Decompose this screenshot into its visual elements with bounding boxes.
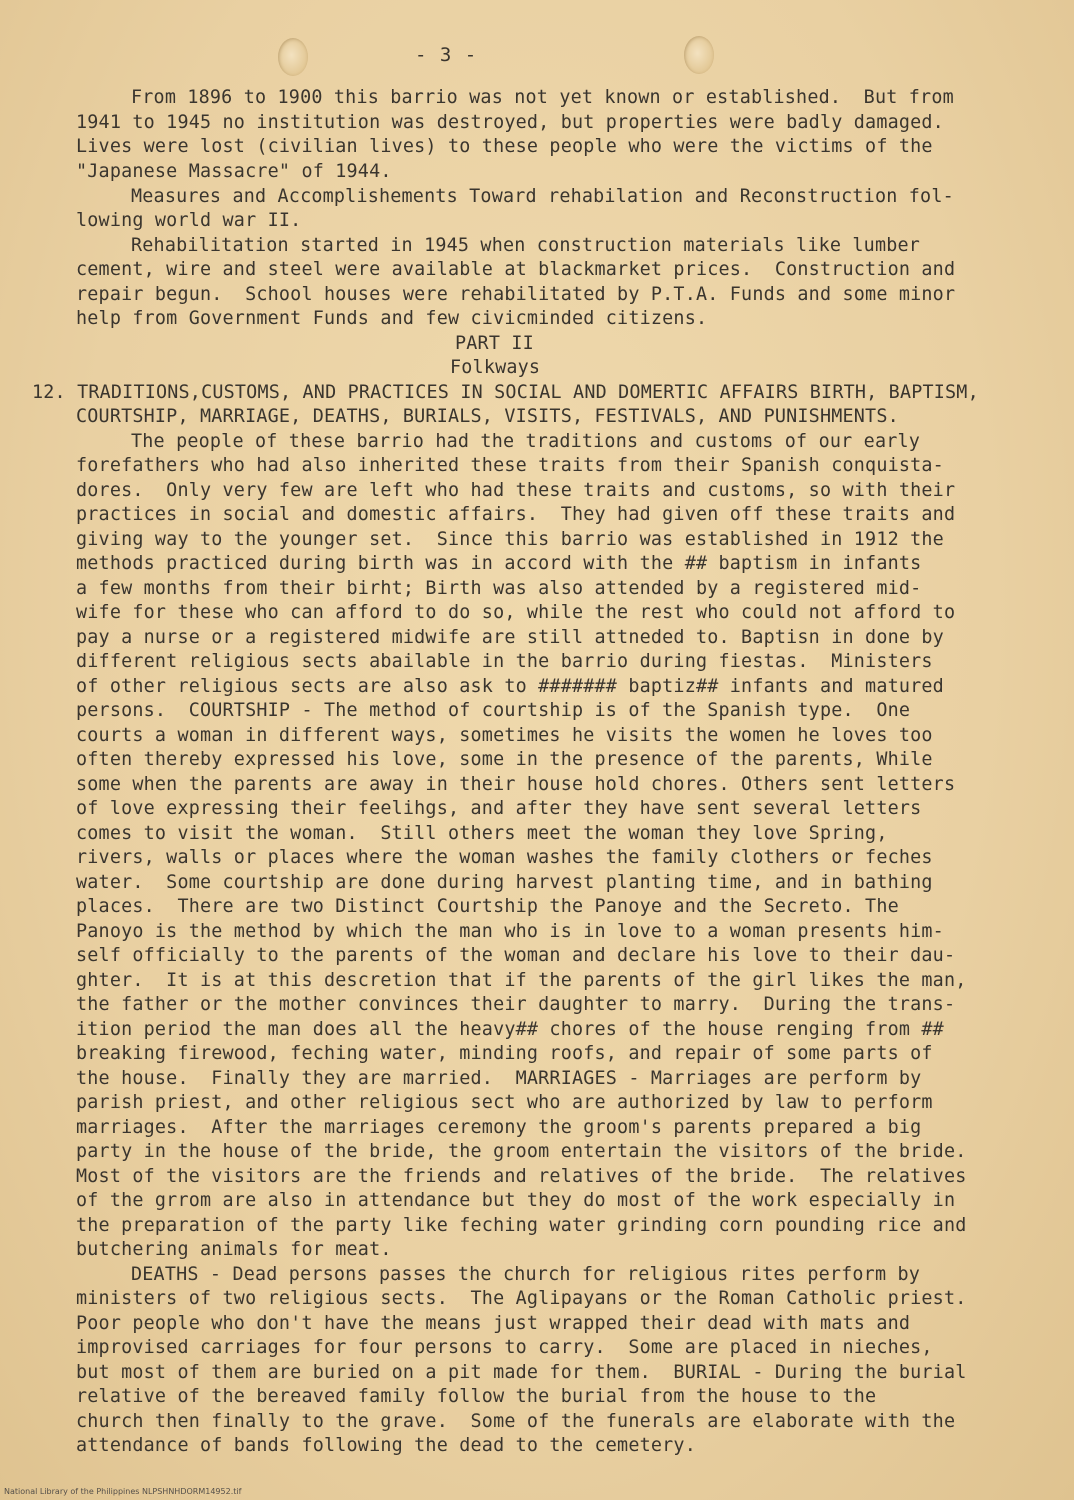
text-line: relative of the bereaved family follow the burial from the house to the <box>76 1386 877 1407</box>
text-line: of love expressing their feelihgs, and after they have sent several letters <box>76 798 922 819</box>
punch-hole-left <box>278 38 308 76</box>
text-line: party in the house of the bride, the groom entertain the visitors of the bride. <box>76 1141 967 1162</box>
text-line: butchering animals for meat. <box>76 1239 392 1260</box>
text-line: different religious sects abailable in the barrio during fiestas. Ministers <box>76 651 933 672</box>
text-line: forefathers who had also inherited these traits from their Spanish conquista- <box>76 455 944 476</box>
text-line: Panoyo is the method by which the man who is in love to a woman presents him- <box>76 921 944 942</box>
text-line: Rehabilitation started in 1945 when construction materials like lumber <box>131 235 921 256</box>
text-line: of other religious sects are also ask to ####### baptiz## infants and matured <box>76 676 944 697</box>
text-line: self officially to the parents of the woman and declare his love to their dau- <box>76 945 956 966</box>
section-subheading: Folkways <box>450 357 541 378</box>
text-line: help from Government Funds and few civicminded citizens. <box>76 308 708 329</box>
text-line: ition period the man does all the heavy## chores of the house renging from ## <box>76 1019 944 1040</box>
text-line: marriages. After the marriages ceremony the groom's parents prepared a big <box>76 1117 922 1138</box>
text-line: breaking firewood, feching water, minding roofs, and repair of some parts of <box>76 1043 933 1064</box>
text-line: some when the parents are away in their house hold chores. Others sent letters <box>76 774 956 795</box>
page-number: - 3 - <box>415 44 478 66</box>
text-line: courts a woman in different ways, sometimes he visits the women he loves too <box>76 725 933 746</box>
text-line: wife for these who can afford to do so, while the rest who could not afford to <box>76 602 956 623</box>
text-line: persons. COURTSHIP - The method of courtship is of the Spanish type. One <box>76 700 911 721</box>
text-line: 1941 to 1945 no institution was destroyed, but properties were badly damaged. <box>76 112 944 133</box>
punch-hole-right <box>684 36 714 74</box>
text-line: rivers, walls or places where the woman washes the family clothers or feches <box>76 847 933 868</box>
text-line: dores. Only very few are left who had these traits and customs, so with their <box>76 480 956 501</box>
text-line: practices in social and domestic affairs. They had given off these traits and <box>76 504 956 525</box>
text-line: ministers of two religious sects. The Aglipayans or the Roman Catholic priest. <box>76 1288 967 1309</box>
text-line: Most of the visitors are the friends and relatives of the bride. The relatives <box>76 1166 967 1187</box>
text-line: giving way to the younger set. Since this barrio was established in 1912 the <box>76 529 944 550</box>
text-line: Measures and Accomplishements Toward rehabilation and Reconstruction fol- <box>131 186 954 207</box>
section-heading: PART II <box>455 333 534 354</box>
text-line: improvised carriages for four persons to carry. Some are placed in nieches, <box>76 1337 933 1358</box>
text-line: The people of these barrio had the traditions and customs of our early <box>131 431 921 452</box>
text-line: of the grrom are also in attendance but they do most of the work especially in <box>76 1190 956 1211</box>
text-line: Poor people who don't have the means just wrapped their dead with mats and <box>76 1313 911 1334</box>
text-line: From 1896 to 1900 this barrio was not yet known or established. But from <box>131 87 954 108</box>
text-line: attendance of bands following the dead to the cemetery. <box>76 1435 696 1456</box>
text-line: "Japanese Massacre" of 1944. <box>76 161 392 182</box>
text-line: ghter. It is at this descretion that if the parents of the girl likes the man, <box>76 970 967 991</box>
text-line: COURTSHIP, MARRIAGE, DEATHS, BURIALS, VISITS, FESTIVALS, AND PUNISHMENTS. <box>76 406 899 427</box>
text-line: Lives were lost (civilian lives) to these people who were the victims of the <box>76 136 933 157</box>
text-line: water. Some courtship are done during harvest planting time, and in bathing <box>76 872 933 893</box>
text-line: pay a nurse or a registered midwife are still attneded to. Baptisn in done by <box>76 627 944 648</box>
text-line: lowing world war II. <box>76 210 302 231</box>
text-line: often thereby expressed his love, some in the presence of the parents, While <box>76 749 933 770</box>
archive-footer: National Library of the Philippines NLPSHNHDORM14952.tif <box>4 1487 242 1496</box>
text-line: a few months from their birht; Birth was also attended by a registered mid- <box>76 578 922 599</box>
text-line: church then finally to the grave. Some of the funerals are elaborate with the <box>76 1411 956 1432</box>
text-line: but most of them are buried on a pit made for them. BURIAL - During the burial <box>76 1362 967 1383</box>
text-line: parish priest, and other religious sect who are authorized by law to perform <box>76 1092 933 1113</box>
text-line: methods practiced during birth was in accord with the ## baptism in infants <box>76 553 922 574</box>
text-line: the father or the mother convinces their daughter to marry. During the trans- <box>76 994 956 1015</box>
text-line: the preparation of the party like feching water grinding corn pounding rice and <box>76 1215 967 1236</box>
text-line: cement, wire and steel were available at blackmarket prices. Construction and <box>76 259 956 280</box>
numbered-heading: 12. TRADITIONS,CUSTOMS, AND PRACTICES IN SOCIAL AND DOMERTIC AFFAIRS BIRTH, BAPTISM, <box>32 382 979 403</box>
text-line: the house. Finally they are married. MARRIAGES - Marriages are perform by <box>76 1068 922 1089</box>
text-line: comes to visit the woman. Still others meet the woman they love Spring, <box>76 823 888 844</box>
text-line: places. There are two Distinct Courtship the Panoye and the Secreto. The <box>76 896 899 917</box>
text-line: repair begun. School houses were rehabilitated by P.T.A. Funds and some minor <box>76 284 956 305</box>
text-line: DEATHS - Dead persons passes the church for religious rites perform by <box>131 1264 921 1285</box>
